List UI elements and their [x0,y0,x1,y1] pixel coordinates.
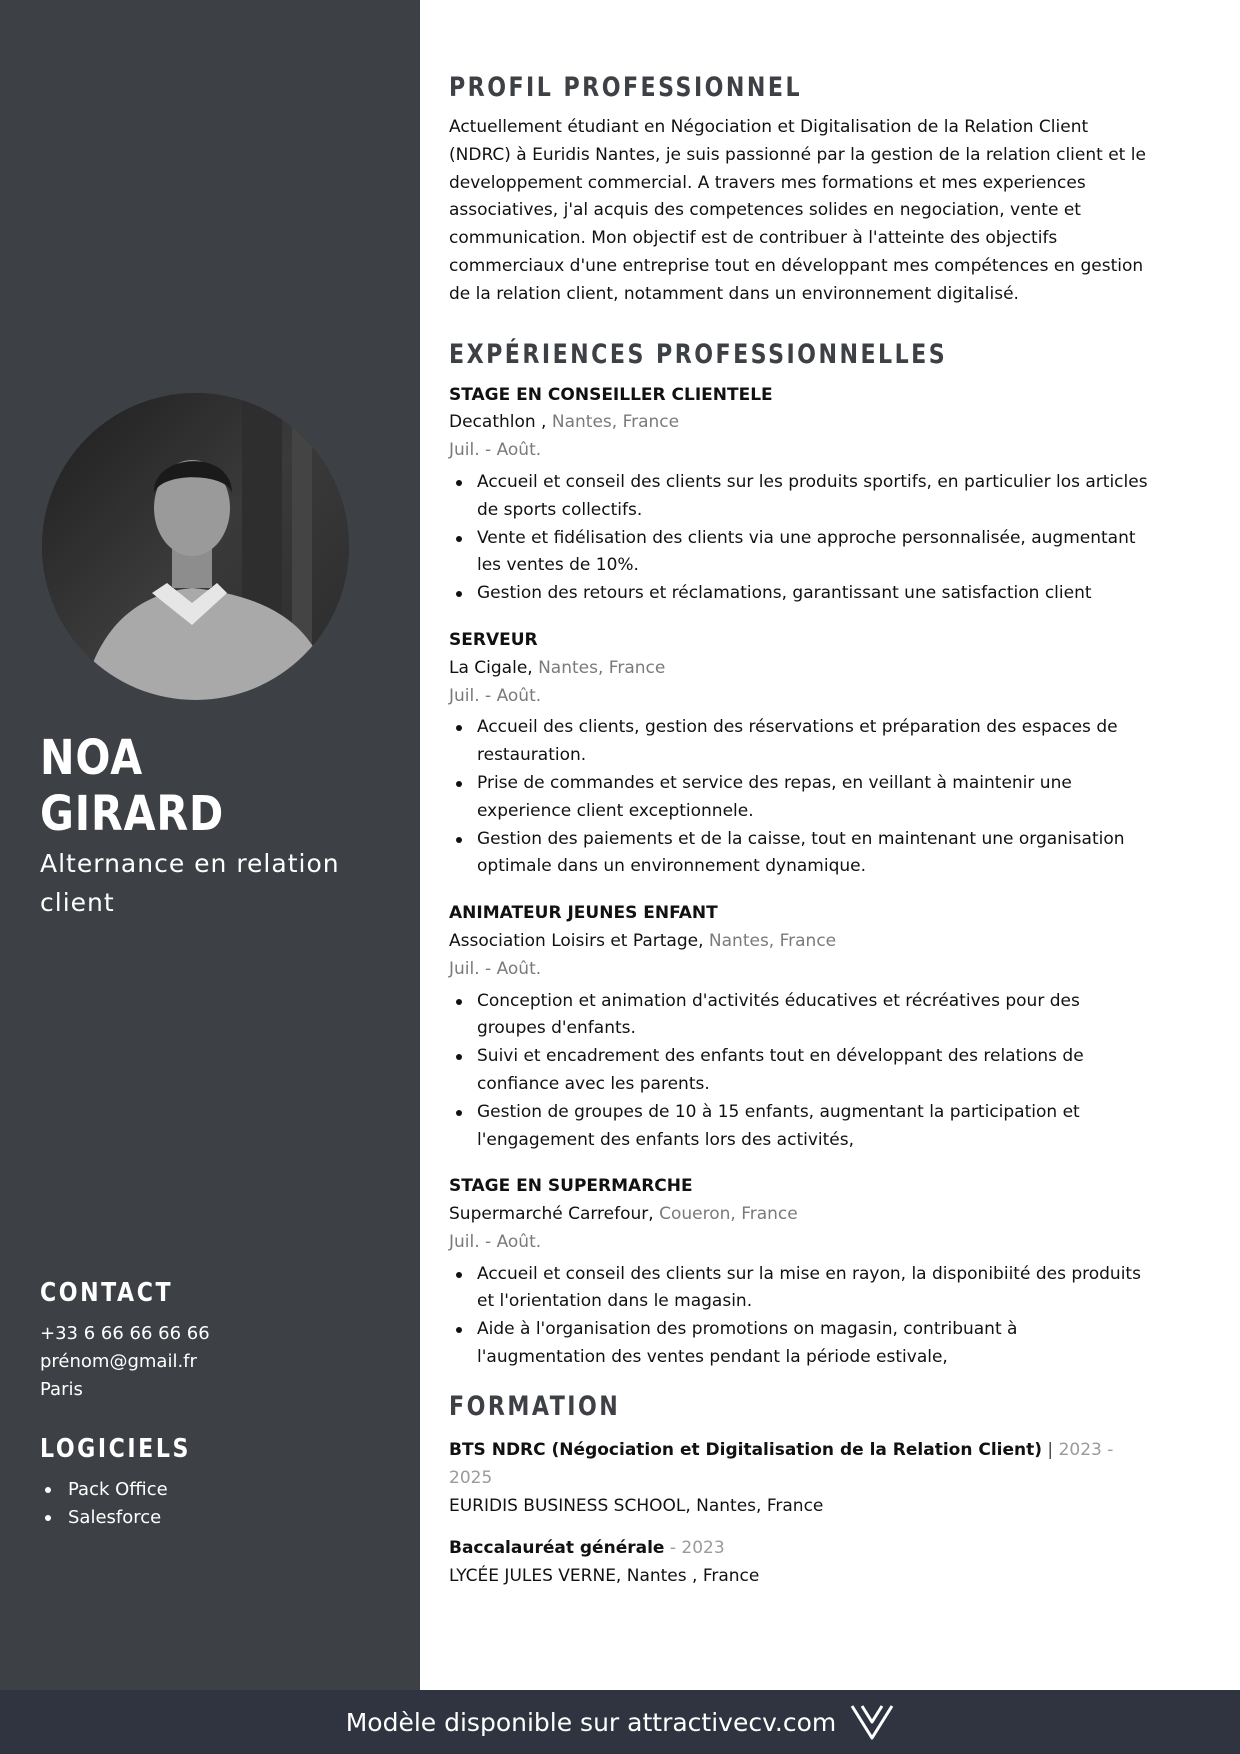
job-location: Nantes, France [538,657,666,678]
job-bullet: Accueil des clients, gestion des réservations et préparation des espaces de restauration. [449,714,1149,770]
job-role: STAGE EN SUPERMARCHE [449,1176,693,1197]
job-bullet: Gestion des retours et réclamations, garantissant une satisfaction client [449,580,1149,608]
job-company: Association Loisirs et Partage, [449,930,704,951]
job-bullets [449,1261,1149,1372]
education-years: 2023 [681,1537,725,1558]
education-degree: Baccalauréat générale [449,1537,665,1558]
contact-email: prénom@gmail.fr [40,1351,197,1372]
contact-phone: +33 6 66 66 66 66 [40,1323,210,1344]
software-list [40,1476,380,1532]
job-date: Juil. - Août. [449,958,542,979]
education-degree-line [449,1436,1149,1492]
first-name: NOA [40,730,144,786]
education-section [449,1391,1149,1590]
last-name: GIRARD [40,786,225,842]
education-years: 2023 - 2025 [449,1439,1114,1488]
job-title: Alternance en relation client [40,849,340,917]
job-entry [449,900,1149,1154]
software-item: Pack Office [40,1476,380,1504]
job-bullet: Conception et animation d'activités éducatives et récréatives pour des groupes d'enfants. [449,988,1149,1044]
experience-heading: EXPÉRIENCES PROFESSIONNELLES [449,338,948,370]
job-company-line [449,409,1149,437]
job-company: Supermarché Carrefour, [449,1204,654,1225]
person-photo-icon [42,393,349,700]
job-bullet: Prise de commandes et service des repas, en veillant à maintenir une experience client exceptionnele. [449,770,1149,826]
software-item: Salesforce [40,1504,380,1532]
job-bullets [449,714,1149,881]
experience-section [449,339,1149,1372]
sidebar [0,0,420,1690]
job-role: SERVEUR [449,629,538,650]
job-bullet: Aide à l'organisation des promotions on magasin, contribuant à l'augmentation des ventes pendant la période estivale, [449,1316,1149,1372]
footer-text[interactable]: Modèle disponible sur attractivecv.com [345,1707,837,1737]
job-company-line [449,655,1149,683]
job-bullets [449,988,1149,1155]
job-bullets [449,469,1149,608]
profile-heading: PROFIL PROFESSIONNEL [449,72,803,103]
job-date: Juil. - Août. [449,1231,542,1252]
education-entry [449,1436,1149,1520]
job-company-line [449,1201,1149,1229]
education-degree-line [449,1534,1149,1562]
software-heading: LOGICIELS [40,1434,191,1464]
contact-section [40,1278,380,1404]
job-location: Nantes, France [708,930,837,951]
job-company: Decathlon , [449,412,547,433]
job-bullet: Vente et fidélisation des clients via une approche personnalisée, augmentant les ventes de 10%. [449,525,1149,581]
candidate-name [40,730,332,842]
contact-city: Paris [40,1379,83,1400]
job-bullet: Gestion des paiements et de la caisse, tout en maintenant une organisation optimale dans un environnement dynamique. [449,826,1149,882]
job-bullet: Accueil et conseil des clients sur les produits sportifs, en particulier los articles de sports collectifs. [449,469,1149,525]
job-location: Nantes, France [551,412,680,433]
education-degree: BTS NDRC (Négociation et Digitalisation de la Relation Client) [449,1439,1043,1460]
job-role: STAGE EN CONSEILLER CLIENTELE [449,384,773,405]
education-school: EURIDIS BUSINESS SCHOOL, Nantes, France [449,1495,824,1516]
education-school: LYCÉE JULES VERNE, Nantes , France [449,1565,760,1586]
job-entry [449,627,1149,881]
job-entry [449,382,1149,608]
attractivecv-logo-icon [850,1704,894,1740]
job-date: Juil. - Août. [449,440,542,461]
job-bullet: Suivi et encadrement des enfants tout en développant des relations de confiance avec les parents. [449,1043,1149,1099]
profile-section [449,72,1149,309]
job-role: ANIMATEUR JEUNES ENFANT [449,903,718,924]
education-heading: FORMATION [449,1390,621,1422]
job-date: Juil. - Août. [449,685,542,706]
profile-text: Actuellement étudiant en Négociation et Digitalisation de la Relation Client (NDRC) à Euridis Nantes, je suis passionné par la gestion de la relation client et le developpement commercial. A travers mes formations et mes experiences associatives, j'al acquis des competences solides en negociation, vente et communication. Mon objectif est de contribuer à l'atteinte des objectifs commerciaux d'une entreprise tout en développant mes compétences en gestion de la relation client, notamment dans un environnement digitalisé. [449,117,1146,304]
job-company: La Cigale, [449,657,533,678]
footer-banner[interactable] [0,1690,1240,1754]
education-separator: - [664,1537,682,1558]
education-entry [449,1534,1149,1590]
education-separator: | [1042,1439,1059,1460]
profile-photo [42,393,349,700]
job-bullet: Gestion de groupes de 10 à 15 enfants, augmentant la participation et l'engagement des enfants lors des activités, [449,1099,1149,1155]
job-bullet: Accueil et conseil des clients sur la mise en rayon, la disponibiité des produits et l'orientation dans le magasin. [449,1261,1149,1317]
main-content [449,72,1149,1604]
job-entry [449,1173,1149,1372]
job-company-line [449,928,1149,956]
software-section [40,1434,380,1532]
contact-heading: CONTACT [40,1278,174,1308]
job-location: Coueron, France [659,1204,798,1225]
